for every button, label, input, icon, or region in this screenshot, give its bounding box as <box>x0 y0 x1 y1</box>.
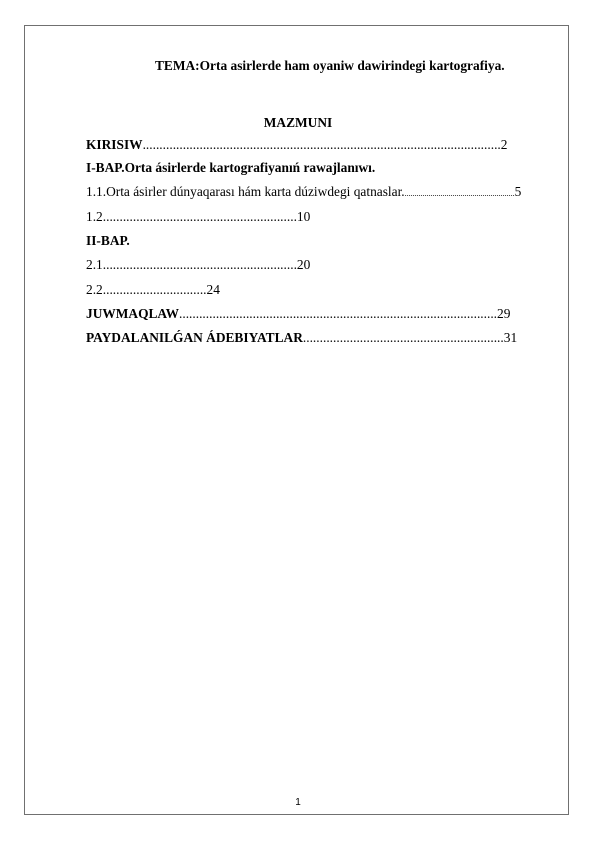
toc-entry-page: 29 <box>497 306 511 321</box>
toc-entry-2-1 <box>86 257 310 273</box>
toc-entry-dots: ............................................................................................... <box>179 306 498 321</box>
toc-entry-dots: ............................... <box>102 282 207 297</box>
toc-entry-label: I-BAP.Orta ásirlerde kartografiyanıń rawajlanıwı. <box>86 160 376 175</box>
toc-entry-label: 1.2 <box>86 209 103 224</box>
toc-entry-1-1 <box>86 184 521 202</box>
page-number: 1 <box>295 797 301 808</box>
toc-entry-label: 2.2 <box>86 282 103 297</box>
toc-entry-dots: ........................................................................................................... <box>142 137 501 152</box>
document-title: TEMA:Orta asirlerde ham oyaniw dawirindegi kartografiya. <box>155 58 505 73</box>
toc-entry-dots: ....................................................... <box>404 189 515 198</box>
toc-entry-bibliography <box>86 330 517 346</box>
toc-entry-label: 1.1.Orta ásirler dúnyaqarası hám karta dúziwdegi qatnaslar. <box>86 184 405 199</box>
toc-entry-dots: .......................................................... <box>102 209 297 224</box>
toc-entry-page: 24 <box>206 282 220 297</box>
toc-entry-label: 2.1 <box>86 257 103 272</box>
toc-entry-chapter-2 <box>86 233 130 249</box>
toc-heading: MAZMUNI <box>263 115 333 130</box>
toc-entry-label: KIRISIW <box>86 137 143 152</box>
toc-entry-2-2 <box>86 282 220 298</box>
toc-entry-dots: ............................................................ <box>302 330 504 345</box>
toc-entry-page: 20 <box>296 257 311 272</box>
toc-entry-page: 5 <box>514 184 522 199</box>
toc-entry-label: II-BAP. <box>86 233 130 248</box>
toc-entry-page: 2 <box>500 137 508 152</box>
toc-entry-page: 31 <box>503 330 518 345</box>
toc-entry-label: JUWMAQLAW <box>86 306 179 321</box>
toc-entry-juwmaqlaw <box>86 306 510 322</box>
toc-entry-label: PAYDALANILǴAN ÁDEBIYATLAR <box>86 330 303 345</box>
toc-entry-chapter-1 <box>86 160 375 176</box>
toc-entry-1-2 <box>86 209 310 225</box>
toc-entry-dots: .......................................................... <box>102 257 297 272</box>
toc-entry-kirisiw <box>86 137 507 153</box>
toc-entry-page: 10 <box>296 209 311 224</box>
